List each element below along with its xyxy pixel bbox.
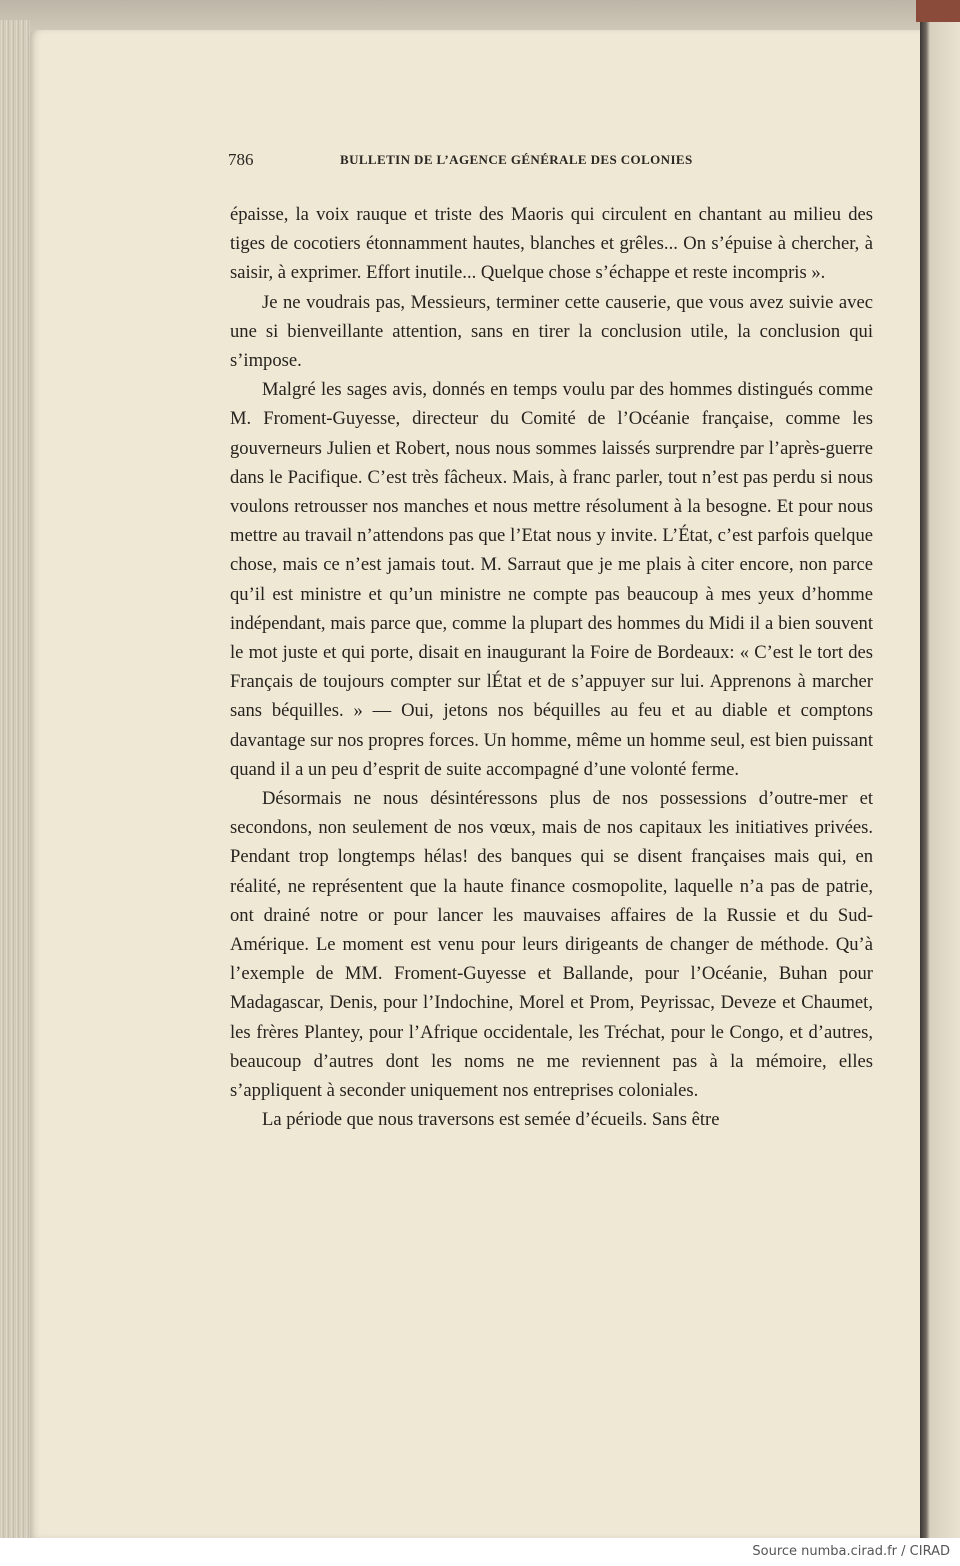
paragraph: La période que nous traversons est semée d’écueils. Sans être xyxy=(262,1109,720,1131)
paragraph: Désormais ne nous désintéressons plus de nos possessions d’outre-mer et secondons, non seulement de nos vœux, mais de nos capitaux les initiatives privées. Pendant trop longtemps hélas! des banques qui se disent françaises mais qui, en réalité, ne représentent que la haute finance cosmopolite, laquelle n’a pas de patrie, ont drainé notre or pour lancer les mauvaises affaires de la Russie et du Sud-Amérique. Le moment est venu pour leurs dirigeants de changer de méthode. Qu’à l’exemple de MM. Froment-Guyesse et Ballande, pour l’Océanie, Buhan pour Madagascar, Denis, pour l’Indochine, Morel et Prom, Peyrissac, Deveze et Chaumet, les frères Plantey, pour l’Afrique occidentale, les Tréchat, pour le Congo, et d’autres, beaucoup d’autres dont les noms ne me reviennent pas à la mémoire, elles s’appliquent à seconder uniquement nos entreprises coloniales. xyxy=(230,788,873,1102)
paragraph: épaisse, la voix rauque et triste des Maoris qui circulent en chantant au milieu des tiges de cocotiers étonnamment hautes, blanches et grêles... On s’épuise à chercher, à saisir, à exprimer. Effort inutile... Quelque chose s’échappe et reste incompris ». xyxy=(230,204,873,284)
page-header xyxy=(228,150,873,174)
source-credit: Source numba.cirad.fr / CIRAD xyxy=(752,1544,950,1559)
paragraph: Je ne voudrais pas, Messieurs, terminer cette causerie, que vous avez suivie avec une si bienveillante attention, sans en tirer la conclusion utile, la conclusion qui s’impose. xyxy=(230,291,873,372)
bookmark-ribbon xyxy=(916,0,960,22)
running-head: BULLETIN DE L’AGENCE GÉNÉRALE DES COLONIES xyxy=(340,152,693,167)
body-text xyxy=(230,200,873,1135)
book-binding-right xyxy=(920,0,960,1538)
page-number: 786 xyxy=(228,150,254,169)
paragraph: Malgré les sages avis, donnés en temps voulu par des hommes distingués comme M. Froment-Guyesse, directeur du Comité de l’Océanie française, comme les gouverneurs Julien et Robert, nous nous sommes laissés surprendre par l’après-guerre dans le Pacifique. C’est très fâcheux. Mais, à franc parler, tout n’est pas perdu si nous voulons retrousser nos manches et nous mettre résolument à la besogne. Et pour nous mettre au travail n’attendons pas que l’Etat nous y invite. L’État, c’est parfois quelque chose, mais ce n’est jamais tout. M. Sarraut que je me plais à citer encore, non parce qu’il est ministre et qu’un ministre ne compte pas beaucoup à mes yeux d’homme indépendant, mais parce que, comme la plupart des hommes du Midi il a bien souvent le mot juste et qui porte, disait en inaugurant la Foire de Bordeaux: « C’est le tort des Français de toujours compter sur lÉtat et de s’appuyer sur lui. Apprenons à marcher sans béquilles. » — Oui, jetons nos béquilles au feu et au diable et comptons davantage sur nos propres forces. Un homme, même un homme seul, est bien puissant quand il a un peu d’esprit de suite accompagné d’une volonté ferme. xyxy=(230,379,873,780)
page-edges-left xyxy=(0,20,30,1538)
